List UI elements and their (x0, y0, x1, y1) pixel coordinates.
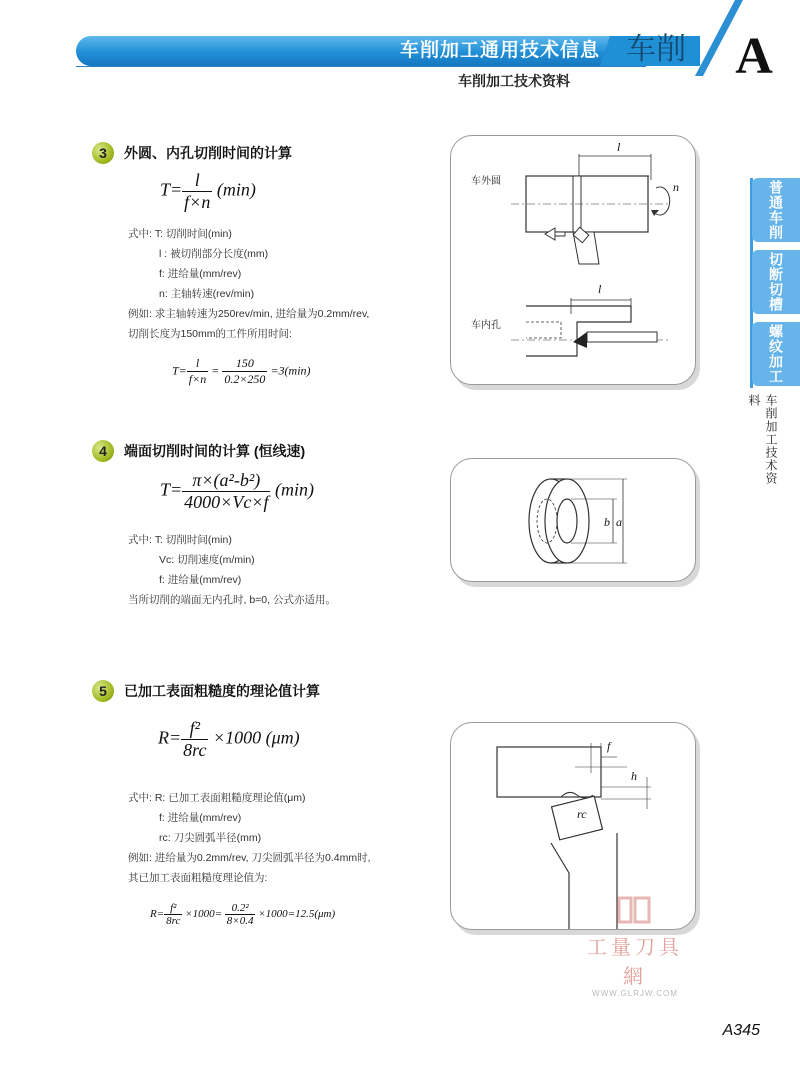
section-5-line-4: 例如: 进给量为0.2mm/rev, 刀尖圆弧半径为0.4mm时, (128, 852, 371, 864)
section-5-line-3: rc: 刀尖圆弧半径(mm) (159, 832, 262, 844)
inner-diameter-var: b (604, 515, 610, 529)
section-4-diagram-panel (450, 458, 696, 582)
face-diagram (451, 459, 695, 581)
section-5-line-1: 式中: R: 已加工表面粗糙度理论值(μm) (128, 792, 306, 804)
section-3-example-formula: T= $\frac{l}{f\times n}$ = $\frac{150}{0.2\times 250}$ =3(min) (172, 356, 311, 386)
section-4-line-3: f: 进给量(mm/rev) (159, 574, 242, 586)
nose-radius-var: rc (577, 807, 587, 821)
outer-length-var: l (617, 140, 621, 154)
section-3-line-5: 例如: 求主轴转速为250rev/min, 进给量为0.2mm/rev, (128, 308, 370, 320)
outer-turning-label: 车外圆 (471, 176, 501, 187)
section-5-title: 已加工表面粗糙度的理论值计算 (124, 683, 320, 699)
side-tab-parting-grooving[interactable]: 切断切槽 (752, 250, 800, 314)
side-tab-general-turning[interactable]: 普通车削 (752, 178, 800, 242)
section-3-line-2: l : 被切削部分长度(mm) (159, 248, 269, 260)
watermark-logo-icon (615, 892, 655, 926)
section-3-diagram-panel (450, 135, 696, 385)
watermark-text: 工量刀具網 (587, 937, 683, 988)
watermark (580, 892, 690, 998)
spindle-speed-var: n (673, 180, 679, 194)
section-3-title: 外圆、内孔切削时间的计算 (124, 145, 292, 161)
side-caption: 车削加工技术资料 (747, 394, 778, 485)
watermark-url: WWW.GLRJW.COM (592, 989, 678, 998)
header-divider (76, 66, 646, 67)
section-3-line-6: 切削长度为150mm的工件所用时间: (128, 328, 292, 340)
section-5-example-formula: R= $\frac{\text{f²}}{8rc}$ ×1000= $\frac{\text{0.2²}}{8\times 0.4}$ ×1000=12.5(μm) (150, 902, 336, 927)
section-4-formula: T= $\frac{\text{π×(a²-b²)}}{4000\times Vc\times f}$ (min) (160, 470, 314, 512)
section-3-line-1: 式中: T: 切削时间(min) (128, 228, 232, 240)
inner-length-var: l (598, 282, 602, 296)
section-4-badge: 4 (92, 440, 114, 462)
section-4-title: 端面切削时间的计算 (恒线速) (124, 443, 306, 459)
chapter-letter: A (735, 28, 773, 85)
section-3-line-3: f: 进给量(mm/rev) (159, 268, 242, 280)
height-var: h (631, 769, 637, 783)
side-tab-threading[interactable]: 螺纹加工 (752, 322, 800, 386)
header-title: 车削加工通用技术信息 (399, 40, 600, 61)
page-number: A345 (722, 1022, 760, 1039)
section-4-line-1: 式中: T: 切削时间(min) (128, 534, 232, 546)
outer-diameter-var: a (616, 515, 622, 529)
section-3-formula: T= $\frac{l}{f\times n}$ (min) (160, 170, 256, 212)
chapter-section-title: 车削 (626, 33, 686, 66)
header-subtitle: 车削加工技术资料 (458, 73, 570, 89)
feed-var: f (607, 739, 611, 753)
section-4-line-2: Vc: 切削速度(m/min) (159, 554, 255, 566)
section-5-formula: R= $\frac{\text{f²}}{8rc}$ ×1000 (μm) (158, 718, 300, 760)
inner-boring-label: 车内孔 (471, 320, 501, 331)
section-5-line-5: 其已加工表面粗糙度理论值为: (128, 872, 268, 884)
section-5-badge: 5 (92, 680, 114, 702)
section-3-badge: 3 (92, 142, 114, 164)
section-4-line-4: 当所切削的端面无内孔时, b=0, 公式亦适用。 (128, 594, 336, 606)
section-3-line-4: n: 主轴转速(rev/min) (159, 288, 255, 300)
section-5-line-2: f: 进给量(mm/rev) (159, 812, 242, 824)
